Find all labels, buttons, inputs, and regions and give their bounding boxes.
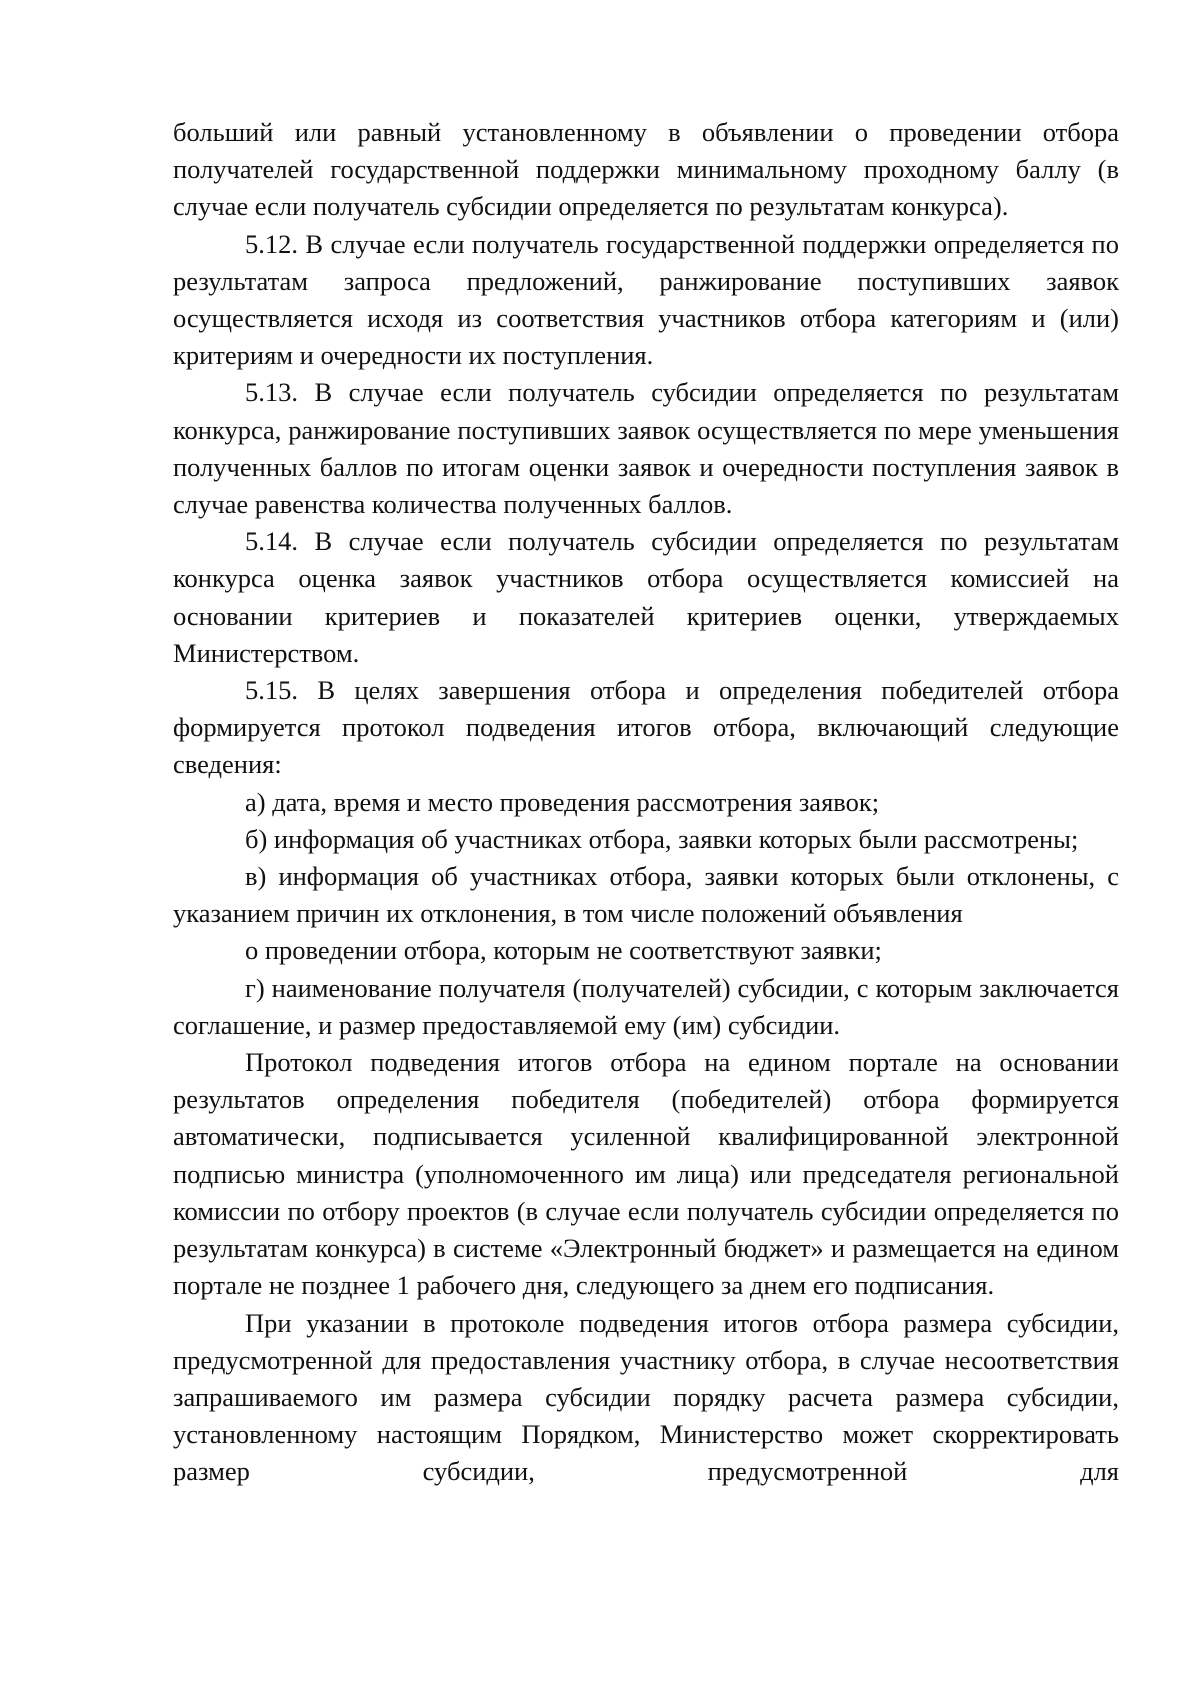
list-item-g: г) наименование получателя (получателей) субсидии, с которым заключается соглашение, и размер предоставляемой ему (им) субсидии.: [173, 972, 1119, 1040]
list-item-v: в) информация об участниках отбора, заявки которых были отклонены, с указанием причин их отклонения, в том числе положений объявления: [173, 861, 1119, 929]
paragraph-5-15: 5.15. В целях завершения отбора и определения победителей отбора формируется протокол подведения итогов отбора, включающий следующие сведения:: [173, 675, 1119, 780]
list-item-a: а) дата, время и место проведения рассмотрения заявок;: [245, 786, 880, 817]
paragraph-subsidy-correction: При указании в протоколе подведения итогов отбора размера субсидии, предусмотренной для предоставления участнику отбора, в случае несоответствия запрашиваемого им размера субсидии порядку расчета размера субсидии, установленному настоящим Порядком, Министерство может скорректировать размер субсидии, предусмотренной для: [173, 1307, 1119, 1487]
list-item-b: б) информация об участниках отбора, заявки которых были рассмотрены;: [245, 823, 1079, 854]
paragraph-5-14: 5.14. В случае если получатель субсидии определяется по результатам конкурса оценка заявок участников отбора осуществляется комиссией на основании критериев и показателей критериев оценки, утверждаемых Министерством.: [173, 526, 1119, 668]
list-item-v-continuation: о проведении отбора, которым не соответствуют заявки;: [245, 935, 882, 966]
paragraph-protocol: Протокол подведения итогов отбора на едином портале на основании результатов определения победителя (победителей) отбора формируется автоматически, подписывается усиленной квалифицированной электронной подписью министра (уполномоченного им лица) или председателя региональной комиссии по отбору проектов (в случае если получатель субсидии определяется по результатам конкурса) в системе «Электронный бюджет» и размещается на едином портале не позднее 1 рабочего дня, следующего за днем его подписания.: [173, 1047, 1119, 1301]
paragraph-5-13: 5.13. В случае если получатель субсидии определяется по результатам конкурса, ранжирование поступивших заявок осуществляется по мере уменьшения полученных баллов по итогам оценки заявок и очередности поступления заявок в случае равенства количества полученных баллов.: [173, 377, 1119, 520]
document-body: [173, 114, 1119, 1491]
paragraph-continuation: больший или равный установленному в объявлении о проведении отбора получателей государственной поддержки минимальному проходному баллу (в случае если получатель субсидии определяется по результатам конкурса).: [173, 117, 1119, 222]
paragraph-5-12: 5.12. В случае если получатель государственной поддержки определяется по результатам запроса предложений, ранжирование поступивших заявок осуществляется исходя из соответствия участников отбора категориям и (или) критериям и очередности их поступления.: [173, 228, 1119, 371]
